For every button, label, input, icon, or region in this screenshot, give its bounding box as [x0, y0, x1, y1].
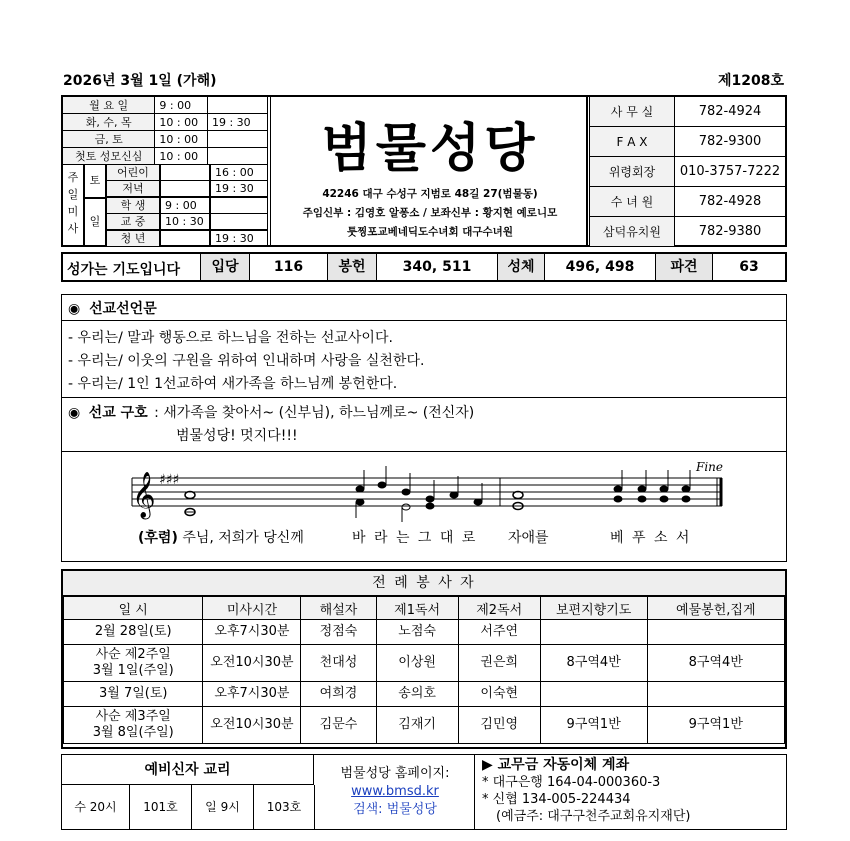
schedule-time	[160, 230, 210, 247]
offertory-hymns: 340, 511	[402, 259, 472, 275]
servers-cell: 이상원	[376, 645, 458, 682]
servers-row	[64, 707, 785, 744]
contact-row	[590, 157, 786, 187]
parish-name: 범물성당	[321, 119, 539, 179]
servers-cell: 권은희	[458, 645, 540, 682]
mission-line: - 우리는/ 1인 1선교하여 새가족을 하느님께 봉헌한다.	[68, 376, 398, 392]
label-char: 일	[67, 188, 79, 201]
servers-cell	[647, 682, 784, 707]
servers-table	[63, 596, 785, 744]
homepage-info	[316, 765, 474, 819]
contact-label: 삼덕유치원	[590, 217, 675, 247]
servers-date	[64, 707, 203, 744]
servers-row	[64, 682, 785, 707]
mission-header	[68, 298, 157, 318]
schedule-time: 9 : 00	[160, 197, 210, 214]
slogan-text: : 새가족을 찾아서~ (신부님), 하느님께로~ (전신자)	[154, 405, 475, 421]
contact-number: 782-9300	[675, 127, 786, 157]
sunday-mass-label	[62, 164, 84, 246]
servers-cell: 8구역4반	[647, 645, 784, 682]
contact-label: 사 무 실	[590, 97, 675, 127]
schedule-row	[63, 148, 268, 165]
schedule-mass-type: 교 중	[106, 213, 160, 230]
schedule-time: 10 : 00	[155, 114, 208, 131]
servers-cell: 오전10시30분	[203, 707, 301, 744]
schedule-time	[207, 148, 267, 165]
divider	[474, 755, 475, 829]
schedule-time: 9 : 00	[155, 97, 208, 114]
schedule-day: 첫토 성모신심	[63, 148, 155, 165]
catechism-cell: 수 20시	[62, 785, 130, 829]
servers-section	[61, 569, 787, 749]
servers-date: 2월 28일(토)	[64, 620, 203, 645]
entrance-label: 입당	[201, 254, 249, 280]
servers-cell	[540, 620, 647, 645]
schedule-time	[210, 197, 268, 214]
catechism-cell: 일 9시	[192, 785, 254, 829]
servers-header-cell: 예물봉헌,집게	[647, 597, 784, 620]
contact-number: 782-4928	[675, 187, 786, 217]
schedule-mass-type: 청 년	[106, 230, 160, 247]
catechism-title: 예비신자 교리	[62, 755, 314, 785]
mission-lines	[68, 327, 424, 396]
contact-label: F A X	[590, 127, 675, 157]
treble-clef-icon: 𝄞	[132, 472, 156, 518]
lyric: 베 푸 소 서	[610, 530, 692, 546]
contacts-table	[589, 96, 786, 247]
catechism-cell: 101호	[130, 785, 192, 829]
schedule-time	[207, 97, 267, 114]
bank-title: ▶ 교무금 자동이체 계좌	[482, 757, 630, 773]
bulletin-date: 2026년 3월 1일 (가해)	[63, 73, 217, 89]
homepage-link[interactable]: www.bmsd.kr	[351, 784, 439, 799]
servers-header-cell: 미사시간	[203, 597, 301, 620]
sunday-mass-schedule	[62, 164, 269, 246]
parish-address: 42246 대구 수성구 지범로 48길 27(범물동)	[322, 188, 538, 200]
servers-title: 전 례 봉 사 자	[63, 571, 785, 596]
bank-line: (예금주: 대구구천주교회유지재단)	[496, 809, 691, 824]
servers-cell: 노점숙	[376, 620, 458, 645]
parish-priests: 주임신부 : 김영호 알퐁소 / 보좌신부 : 황지현 예로니모	[302, 207, 558, 219]
servers-cell: 9구역1반	[540, 707, 647, 744]
schedule-mass-type: 어린이	[106, 164, 160, 181]
servers-date-line: 3월 1일(주일)	[92, 663, 174, 678]
servers-row	[64, 645, 785, 682]
label-char: 미	[67, 205, 79, 218]
slogan-label: 선교 구호	[88, 405, 148, 421]
mission-slogan	[68, 402, 474, 422]
servers-header-cell: 일 시	[64, 597, 203, 620]
lyric: 주님, 저희가 당신께	[182, 530, 304, 546]
catechism-cell: 103호	[254, 785, 315, 829]
servers-cell: 이숙현	[458, 682, 540, 707]
servers-header-cell: 보편지향기도	[540, 597, 647, 620]
contact-number: 782-4924	[675, 97, 786, 127]
hymns-title: 성가는 기도입니다	[67, 262, 181, 278]
bottom-section	[61, 754, 787, 830]
issue-number: 제1208호	[717, 73, 784, 89]
schedule-time: 16 : 00	[210, 164, 268, 181]
servers-cell: 김민영	[458, 707, 540, 744]
contact-label: 수 녀 원	[590, 187, 675, 217]
key-signature-icon: ♯♯♯	[159, 472, 180, 488]
schedule-time: 19 : 30	[210, 180, 268, 197]
servers-date-line: 사순 제2주일	[95, 647, 171, 662]
servers-cell: 9구역1반	[647, 707, 784, 744]
schedule-mass-type: 학 생	[106, 197, 160, 214]
bank-info	[482, 757, 690, 825]
communion-hymns: 496, 498	[565, 259, 635, 275]
servers-cell	[647, 620, 784, 645]
dismissal-hymn: 63	[739, 259, 759, 275]
parish-info	[270, 96, 588, 246]
bank-line: * 신협 134-005-224434	[482, 792, 631, 807]
mass-schedule	[62, 96, 268, 165]
schedule-day: 화, 수, 목	[63, 114, 155, 131]
schedule-row	[63, 114, 268, 131]
schedule-time	[210, 213, 268, 230]
mission-section	[61, 294, 787, 562]
fine-mark: Fine	[696, 460, 723, 474]
offertory-label: 봉헌	[328, 254, 376, 280]
contact-label: 위령회장	[590, 157, 675, 187]
homepage-search: 검색: 범물성당	[353, 802, 437, 817]
schedule-mass-type: 저녁	[106, 180, 160, 197]
contact-number: 782-9380	[675, 217, 786, 247]
contact-row	[590, 187, 786, 217]
servers-header-cell: 해설자	[301, 597, 376, 620]
lyric: 자애를	[508, 530, 549, 546]
refrain-label: (후렴)	[138, 530, 178, 546]
servers-cell: 오후7시30분	[203, 620, 301, 645]
schedule-row	[63, 131, 268, 148]
schedule-time: 10 : 00	[155, 131, 208, 148]
schedule-row	[63, 97, 268, 114]
parish-sisters: 툿찡포교베네딕도수녀회 대구수녀원	[347, 226, 513, 238]
servers-cell: 오전10시30분	[203, 645, 301, 682]
dismissal-label: 파견	[656, 254, 712, 280]
servers-date: 3월 7일(토)	[64, 682, 203, 707]
contact-row	[590, 97, 786, 127]
notes	[185, 466, 690, 522]
slogan-text-2: 범물성당! 멋지다!!!	[176, 428, 298, 444]
servers-date	[64, 645, 203, 682]
label-char: 주	[67, 171, 79, 184]
schedule-time	[160, 164, 210, 181]
mission-line: - 우리는/ 말과 행동으로 하느님을 전하는 선교사이다.	[68, 330, 393, 346]
servers-header-cell: 제1독서	[376, 597, 458, 620]
communion-label: 성체	[498, 254, 544, 280]
servers-cell: 정점숙	[301, 620, 376, 645]
slogan-bullet-icon: ◉	[68, 405, 81, 421]
servers-cell: 김재기	[376, 707, 458, 744]
servers-header-row	[64, 597, 785, 620]
servers-cell: 8구역4반	[540, 645, 647, 682]
hymns-row	[61, 252, 787, 282]
refrain-text	[138, 527, 304, 547]
entrance-hymn: 116	[273, 259, 304, 275]
divider	[62, 320, 786, 321]
schedule-time: 19 : 30	[210, 230, 268, 247]
saturday-label: 토	[84, 164, 106, 198]
servers-row	[64, 620, 785, 645]
sunday-label: 일	[84, 198, 106, 246]
servers-date-line: 사순 제3주일	[95, 709, 171, 724]
servers-cell: 서주연	[458, 620, 540, 645]
schedule-time	[207, 131, 267, 148]
servers-date-line: 3월 8일(주일)	[92, 725, 174, 740]
servers-cell: 오후7시30분	[203, 682, 301, 707]
servers-cell: 송의호	[376, 682, 458, 707]
servers-cell: 천대성	[301, 645, 376, 682]
homepage-label: 범물성당 홈페이지:	[340, 766, 450, 781]
servers-header-cell: 제2독서	[458, 597, 540, 620]
servers-cell: 김문수	[301, 707, 376, 744]
servers-cell	[540, 682, 647, 707]
label-char: 사	[67, 222, 79, 235]
contact-row	[590, 127, 786, 157]
schedule-time: 10 : 30	[160, 213, 210, 230]
divider	[62, 397, 786, 398]
schedule-time: 10 : 00	[155, 148, 208, 165]
schedule-day: 월 요 일	[63, 97, 155, 114]
mission-bullet-icon: ◉	[68, 301, 81, 317]
schedule-day: 금, 토	[63, 131, 155, 148]
mission-title: 선교선언문	[89, 301, 157, 317]
contact-number: 010-3757-7222	[675, 157, 786, 187]
mission-line: - 우리는/ 이웃의 구원을 위하여 인내하며 사랑을 실천한다.	[68, 353, 425, 369]
contact-row	[590, 217, 786, 247]
schedule-time	[160, 180, 210, 197]
lyric: 바 라 는 그 대 로	[352, 530, 478, 546]
sunday-mass-label-text	[63, 169, 83, 237]
bank-line: * 대구은행 164-04-000360-3	[482, 775, 661, 790]
servers-cell: 여희경	[301, 682, 376, 707]
schedule-time: 19 : 30	[207, 114, 267, 131]
